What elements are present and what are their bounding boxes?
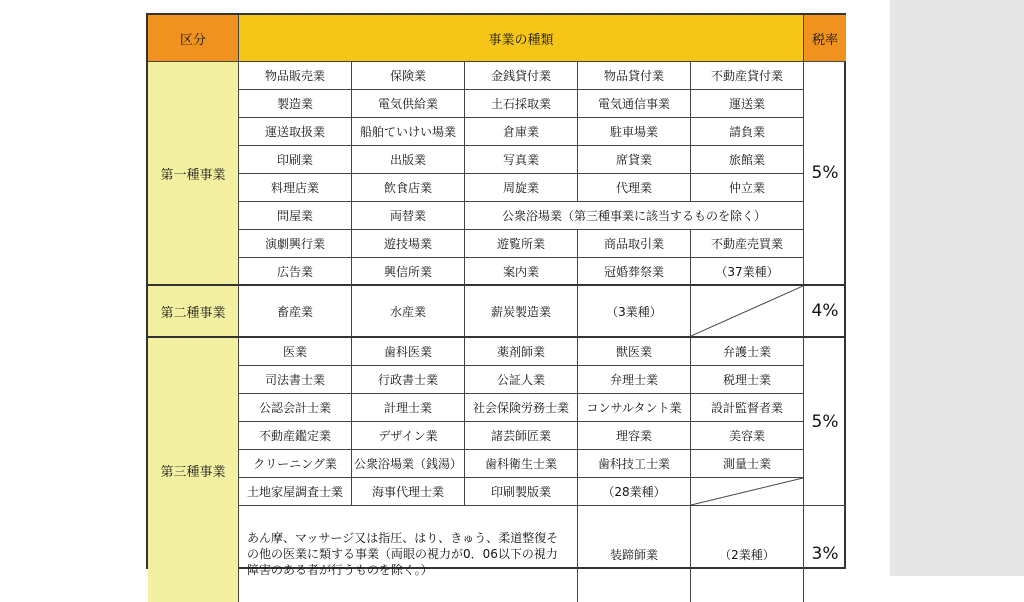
- table-cell: 製造業: [239, 90, 352, 118]
- table-cell: 印刷業: [239, 146, 352, 174]
- table-cell: 周旋業: [465, 174, 578, 202]
- table-cell: 飲食店業: [352, 174, 465, 202]
- table-cell: 行政書士業: [352, 366, 465, 394]
- table-cell: 設計監督者業: [691, 394, 804, 422]
- table-cell: 商品取引業: [578, 230, 691, 258]
- header-business-type: 事業の種類: [239, 15, 804, 62]
- table-cell: 席貸業: [578, 146, 691, 174]
- table-cell: 社会保険労務士業: [465, 394, 578, 422]
- table-cell: 歯科技工士業: [578, 450, 691, 478]
- tax-rate-table: [146, 13, 846, 577]
- table-cell: 装蹄師業: [578, 506, 691, 602]
- table-cell: 不動産売買業: [691, 230, 804, 258]
- table-cell: 料理店業: [239, 174, 352, 202]
- table-cell: 司法書士業: [239, 366, 352, 394]
- table-cell: 遊技場業: [352, 230, 465, 258]
- table-cell: 両替業: [352, 202, 465, 230]
- table-cell: 不動産鑑定業: [239, 422, 352, 450]
- table-cell: 電気通信事業: [578, 90, 691, 118]
- category-3-label: 第三種事業: [148, 338, 239, 602]
- table-cell: 弁理士業: [578, 366, 691, 394]
- table-cell: 薬剤師業: [465, 338, 578, 366]
- table-cell: 運送取扱業: [239, 118, 352, 146]
- table-cell: 不動産貸付業: [691, 62, 804, 90]
- table-cell-count: （28業種）: [578, 478, 691, 506]
- table-cell: 船舶ていけい場業: [352, 118, 465, 146]
- table-cell: 畜産業: [239, 286, 352, 338]
- table-cell: 弁護士業: [691, 338, 804, 366]
- massage-business-cell: あん摩、マッサージ又は指圧、はり、きゅう、柔道整復その他の医業に類する事業（両眼の視力が0．06以下の視力障害のある者が行うものを除く。）: [239, 506, 578, 602]
- table-cell: 仲立業: [691, 174, 804, 202]
- table-cell: 薪炭製造業: [465, 286, 578, 338]
- table-cell: 獣医業: [578, 338, 691, 366]
- table-cell: 保険業: [352, 62, 465, 90]
- table-cell-count: （2業種）: [691, 506, 804, 602]
- table-cell: 問屋業: [239, 202, 352, 230]
- table-cell: 歯科衛生士業: [465, 450, 578, 478]
- table-cell: 代理業: [578, 174, 691, 202]
- table-cell: デザイン業: [352, 422, 465, 450]
- table-cell: 理容業: [578, 422, 691, 450]
- header-tax-rate: 税率: [804, 15, 846, 62]
- header-kubun: 区分: [148, 15, 239, 62]
- table-cell: 水産業: [352, 286, 465, 338]
- table-cell: 土地家屋調査士業: [239, 478, 352, 506]
- table-cell: 測量士業: [691, 450, 804, 478]
- table-cell: 歯科医業: [352, 338, 465, 366]
- table-cell: 遊覧所業: [465, 230, 578, 258]
- table-cell: 税理士業: [691, 366, 804, 394]
- table-cell: コンサルタント業: [578, 394, 691, 422]
- right-side-panel: [890, 0, 1024, 576]
- table-cell: 物品販売業: [239, 62, 352, 90]
- category-1-rate: 5%: [804, 62, 846, 286]
- diagonal-empty-cell: [691, 286, 804, 338]
- category-2-label: 第二種事業: [148, 286, 239, 338]
- table-cell: 駐車場業: [578, 118, 691, 146]
- table-cell: 出版業: [352, 146, 465, 174]
- category-3-rate: 5%: [804, 338, 846, 506]
- table-cell-count: （37業種）: [691, 258, 804, 286]
- table-cell: 公証人業: [465, 366, 578, 394]
- diagonal-empty-cell: [691, 478, 804, 506]
- table-cell: 海事代理士業: [352, 478, 465, 506]
- table-cell: 金銭貸付業: [465, 62, 578, 90]
- table-cell: 電気供給業: [352, 90, 465, 118]
- table-cell: 請負業: [691, 118, 804, 146]
- table-cell: 案内業: [465, 258, 578, 286]
- table-cell: 計理士業: [352, 394, 465, 422]
- table-cell: 運送業: [691, 90, 804, 118]
- table-cell: 土石採取業: [465, 90, 578, 118]
- table-cell: 興信所業: [352, 258, 465, 286]
- table-cell-count: （3業種）: [578, 286, 691, 338]
- table-cell-span-note: 公衆浴場業（第三種事業に該当するものを除く）: [465, 202, 804, 230]
- category-2-rate: 4%: [804, 286, 846, 338]
- table-cell: 美容業: [691, 422, 804, 450]
- table-cell: 冠婚葬祭業: [578, 258, 691, 286]
- table-cell: 倉庫業: [465, 118, 578, 146]
- table-cell: 演劇興行業: [239, 230, 352, 258]
- table-cell: 印刷製版業: [465, 478, 578, 506]
- table-cell: 公認会計士業: [239, 394, 352, 422]
- table-cell: クリーニング業: [239, 450, 352, 478]
- category-1-label: 第一種事業: [148, 62, 239, 286]
- category-3-reduced-rate: 3%: [811, 544, 839, 564]
- table-cell: 公衆浴場業（銭湯）: [352, 450, 465, 478]
- table-cell: 写真業: [465, 146, 578, 174]
- table-cell: 諸芸師匠業: [465, 422, 578, 450]
- table-cell: 旅館業: [691, 146, 804, 174]
- table-cell: 医業: [239, 338, 352, 366]
- table-cell: 物品貸付業: [578, 62, 691, 90]
- table-cell: 広告業: [239, 258, 352, 286]
